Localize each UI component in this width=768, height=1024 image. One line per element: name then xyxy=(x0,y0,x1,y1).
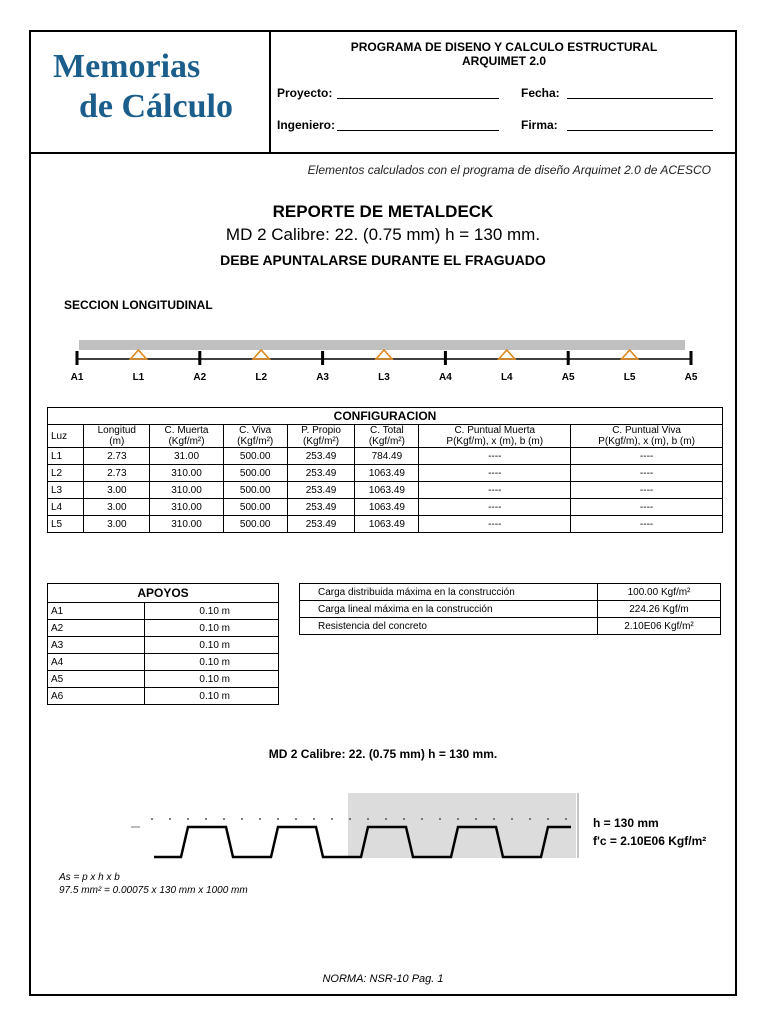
configuracion-header-cell: C. Total (Kgf/m²) xyxy=(355,425,419,448)
configuracion-table xyxy=(47,407,723,533)
table-row xyxy=(48,620,279,637)
table-cell: 31.00 xyxy=(150,448,223,465)
table-cell: 0.10 m xyxy=(145,671,279,688)
beam-label: L5 xyxy=(623,372,636,383)
table-cell: Carga lineal máxima en la construcción xyxy=(300,601,598,618)
span-marker xyxy=(376,350,392,359)
table-cell: ---- xyxy=(571,499,723,516)
cargas-body xyxy=(300,584,721,635)
fc-label: f'c = 2.10E06 Kgf/m² xyxy=(593,834,707,848)
table-cell: 310.00 xyxy=(150,516,223,533)
fecha-label: Fecha: xyxy=(521,86,560,100)
table-cell: 0.10 m xyxy=(145,654,279,671)
logo-line1: Memorias xyxy=(53,48,201,85)
configuracion-header-cell: Longitud (m) xyxy=(84,425,150,448)
configuracion-header-cell: P. Propio (Kgf/m²) xyxy=(287,425,355,448)
page-frame xyxy=(29,30,737,996)
beam-label: A5 xyxy=(561,372,575,383)
firma-label: Firma: xyxy=(521,118,558,132)
beam-label: L2 xyxy=(255,372,268,383)
formula-line1: As = p x h x b xyxy=(59,872,120,883)
table-cell: L5 xyxy=(48,516,84,533)
beam-label: A5 xyxy=(684,372,698,383)
table-cell: L1 xyxy=(48,448,84,465)
program-title-line2: ARQUIMET 2.0 xyxy=(461,54,546,68)
proyecto-label: Proyecto: xyxy=(277,86,333,100)
table-row xyxy=(300,601,721,618)
support-mark xyxy=(690,351,693,365)
beam-diagram xyxy=(61,332,721,384)
table-cell: 500.00 xyxy=(223,499,287,516)
configuracion-header-cell: C. Puntual Muerta P(Kgf/m), x (m), b (m) xyxy=(419,425,571,448)
span-marker xyxy=(499,350,515,359)
firma-line xyxy=(567,130,713,131)
ingeniero-line xyxy=(337,130,499,131)
table-cell: ---- xyxy=(419,465,571,482)
table-cell: 310.00 xyxy=(150,499,223,516)
table-cell: A6 xyxy=(48,688,145,705)
table-cell: ---- xyxy=(571,448,723,465)
apoyos-table xyxy=(47,583,279,705)
table-row xyxy=(48,448,723,465)
table-cell: 784.49 xyxy=(355,448,419,465)
table-row xyxy=(48,688,279,705)
table-cell: 253.49 xyxy=(287,499,355,516)
table-cell: 3.00 xyxy=(84,516,150,533)
table-cell: 0.10 m xyxy=(145,637,279,654)
table-row xyxy=(48,499,723,516)
table-cell: 500.00 xyxy=(223,482,287,499)
beam-label: A1 xyxy=(70,372,84,383)
table-cell: ---- xyxy=(571,516,723,533)
report-title: REPORTE DE METALDECK xyxy=(272,202,494,221)
apoyos-body xyxy=(48,603,279,705)
logo-line2: de Cálculo xyxy=(79,88,233,125)
span-marker xyxy=(253,350,269,359)
table-cell: A4 xyxy=(48,654,145,671)
report-warning: DEBE APUNTALARSE DURANTE EL FRAGUADO xyxy=(220,252,546,268)
table-cell: 253.49 xyxy=(287,516,355,533)
table-cell: 0.10 m xyxy=(145,620,279,637)
h-label: h = 130 mm xyxy=(593,816,659,830)
table-cell: L3 xyxy=(48,482,84,499)
support-mark xyxy=(444,351,447,365)
span-marker xyxy=(622,350,638,359)
table-cell: 1063.49 xyxy=(355,499,419,516)
table-cell: 2.73 xyxy=(84,448,150,465)
configuracion-header-cell: C. Viva (Kgf/m²) xyxy=(223,425,287,448)
program-title-line1: PROGRAMA DE DISENO Y CALCULO ESTRUCTURAL xyxy=(350,40,658,54)
footer: NORMA: NSR-10 Pag. 1 xyxy=(322,973,444,985)
beam-label: L1 xyxy=(132,372,145,383)
table-cell: Resistencia del concreto xyxy=(300,618,598,635)
table-row xyxy=(300,584,721,601)
header-divider xyxy=(31,152,735,154)
program-note: Elementos calculados con el programa de diseño Arquimet 2.0 de ACESCO xyxy=(307,163,711,177)
deck-profile xyxy=(126,787,586,867)
table-cell: 3.00 xyxy=(84,482,150,499)
beam-label: A4 xyxy=(439,372,452,383)
table-row xyxy=(300,618,721,635)
table-cell: A2 xyxy=(48,620,145,637)
table-cell: 0.10 m xyxy=(145,688,279,705)
table-cell: 253.49 xyxy=(287,448,355,465)
table-cell: 253.49 xyxy=(287,465,355,482)
configuracion-header-row xyxy=(48,425,723,448)
support-mark xyxy=(198,351,201,365)
table-cell: A5 xyxy=(48,671,145,688)
table-cell: 2.10E06 Kgf/m² xyxy=(598,618,721,635)
table-cell: 224.26 Kgf/m xyxy=(598,601,721,618)
table-cell: 3.00 xyxy=(84,499,150,516)
table-row xyxy=(48,654,279,671)
table-cell: 100.00 Kgf/m² xyxy=(598,584,721,601)
table-row xyxy=(48,465,723,482)
beam-label: L3 xyxy=(378,372,390,383)
program-title xyxy=(271,40,737,68)
table-row xyxy=(48,482,723,499)
table-cell: 1063.49 xyxy=(355,465,419,482)
table-cell: L2 xyxy=(48,465,84,482)
cargas-table xyxy=(299,583,721,635)
profile-title: MD 2 Calibre: 22. (0.75 mm) h = 130 mm. xyxy=(268,747,498,761)
support-mark xyxy=(567,351,570,365)
configuracion-body xyxy=(48,448,723,533)
table-row xyxy=(48,516,723,533)
beam-label: L4 xyxy=(500,372,513,383)
support-mark xyxy=(321,351,324,365)
configuracion-header-cell: Luz xyxy=(48,425,84,448)
table-cell: 500.00 xyxy=(223,516,287,533)
table-cell: 0.10 m xyxy=(145,603,279,620)
table-cell: L4 xyxy=(48,499,84,516)
table-cell: 2.73 xyxy=(84,465,150,482)
span-marker xyxy=(130,350,146,359)
fecha-line xyxy=(567,98,713,99)
table-cell: A3 xyxy=(48,637,145,654)
table-row xyxy=(48,637,279,654)
beam-bar xyxy=(79,340,685,350)
apoyos-title: APOYOS xyxy=(48,584,279,603)
table-cell: A1 xyxy=(48,603,145,620)
table-cell: Carga distribuida máxima en la construcción xyxy=(300,584,598,601)
formula-line2: 97.5 mm² = 0.00075 x 130 mm x 1000 mm xyxy=(59,885,248,896)
table-cell: ---- xyxy=(419,499,571,516)
table-cell: 500.00 xyxy=(223,448,287,465)
table-cell: ---- xyxy=(419,516,571,533)
table-row xyxy=(48,603,279,620)
report-spec: MD 2 Calibre: 22. (0.75 mm) h = 130 mm. xyxy=(225,225,541,244)
support-mark xyxy=(76,351,79,365)
beam-marks xyxy=(71,350,698,383)
configuracion-header-cell: C. Puntual Viva P(Kgf/m), x (m), b (m) xyxy=(571,425,723,448)
table-cell: ---- xyxy=(419,482,571,499)
table-cell: 253.49 xyxy=(287,482,355,499)
table-cell: ---- xyxy=(571,465,723,482)
table-cell: 310.00 xyxy=(150,465,223,482)
table-cell: 500.00 xyxy=(223,465,287,482)
beam-label: A2 xyxy=(193,372,207,383)
table-cell: ---- xyxy=(571,482,723,499)
proyecto-line xyxy=(337,98,499,99)
table-cell: 310.00 xyxy=(150,482,223,499)
configuracion-header-cell: C. Muerta (Kgf/m²) xyxy=(150,425,223,448)
configuracion-title: CONFIGURACION xyxy=(48,408,723,425)
beam-label: A3 xyxy=(316,372,329,383)
table-cell: 1063.49 xyxy=(355,516,419,533)
table-row xyxy=(48,671,279,688)
section-label: SECCION LONGITUDINAL xyxy=(64,298,213,312)
table-cell: ---- xyxy=(419,448,571,465)
table-cell: 1063.49 xyxy=(355,482,419,499)
ingeniero-label: Ingeniero: xyxy=(277,118,336,132)
